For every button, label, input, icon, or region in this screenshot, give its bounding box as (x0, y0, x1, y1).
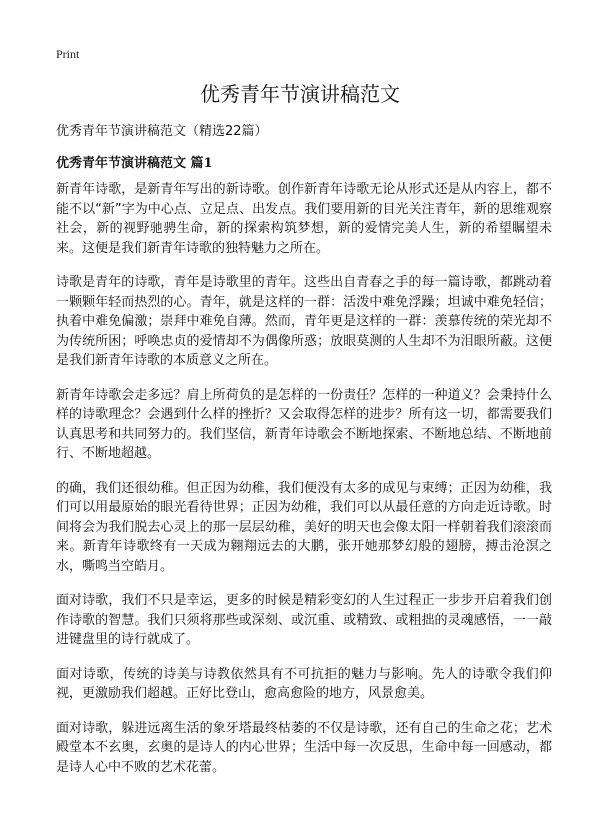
paragraph: 的确，我们还很幼稚。但正因为幼稚，我们便没有太多的成见与束缚；正因为幼稚，我们可以用最原始的眼光看待世界；正因为幼稚，我们可以从最任意的方向走近诗歌。时间将会为我们脱去心灵上的那一层层幼稚，美好的明天也会像太阳一样朝着我们滚滚而来。新青年诗歌终有一天成为翱翔远去的大鹏，张开她那梦幻般的翅膀，搏击沧溟之水，嘶鸣当空皓月。 (56, 480, 552, 574)
section-heading: 优秀青年节演讲稿范文 篇1 (56, 156, 213, 171)
paragraph: 面对诗歌，传统的诗美与诗教依然具有不可抗拒的魅力与影响。先人的诗歌令我们仰视，更激励我们超越。正好比登山，愈高愈险的地方，风景愈美。 (56, 666, 552, 701)
paragraph: 新青年诗歌会走多远？肩上所荷负的是怎样的一份责任？怎样的一种道义？会秉持什么样的诗歌理念？会遇到什么样的挫折？又会取得怎样的进步？所有这一切，都需要我们认真思考和共同努力的。我们坚信，新青年诗歌会不断地探索、不断地总结、不断地前行、不断地超越。 (56, 387, 552, 461)
article-body (56, 180, 552, 792)
paragraph: 面对诗歌，我们不只是幸运，更多的时候是精彩变幻的人生过程正一步步开启着我们创作诗歌的智慧。我们只须将那些或深刻、或沉重、或精致、或粗拙的灵魂感悟，一一敲进键盘里的诗行就成了。 (56, 593, 552, 647)
document-title: 优秀青年节演讲稿范文 (200, 82, 400, 106)
print-link[interactable]: Print (56, 47, 80, 61)
paragraph: 新青年诗歌，是新青年写出的新诗歌。创作新青年诗歌无论从形式还是从内容上，都不能不以“新”字为中心点、立足点、出发点。我们要用新的目光关注青年，新的思维观察社会，新的视野驰骋生命，新的探索构筑梦想，新的爱情完美人生，新的希望瞩望未来。这便是我们新青年诗歌的独特魅力之所在。 (56, 182, 552, 256)
paragraph: 面对诗歌，躲进远离生活的象牙塔最终枯萎的不仅是诗歌，还有自己的生命之花；艺术殿堂本不玄奥，玄奥的是诗人的内心世界；生活中每一次反思，生命中每一回感动，都是诗人心中不败的艺术花蕾。 (56, 720, 552, 775)
paragraph: 诗歌是青年的诗歌，青年是诗歌里的青年。这些出自青春之手的每一篇诗歌，都跳动着一颗颗年轻而热烈的心。青年，就是这样的一群：活泼中难免浮躁；坦诚中难免轻信；执着中难免偏激；崇拜中难免自薄。然而，青年更是这样的一群：羡慕传统的荣光却不为传统所困；呼唤忠贞的爱情却不为偶像所惑；放眼莫测的人生却不为泪眼所蔽。这便是我们新青年诗歌的本质意义之所在。 (56, 275, 552, 368)
document-subtitle: 优秀青年节演讲稿范文（精选22篇） (56, 124, 268, 139)
